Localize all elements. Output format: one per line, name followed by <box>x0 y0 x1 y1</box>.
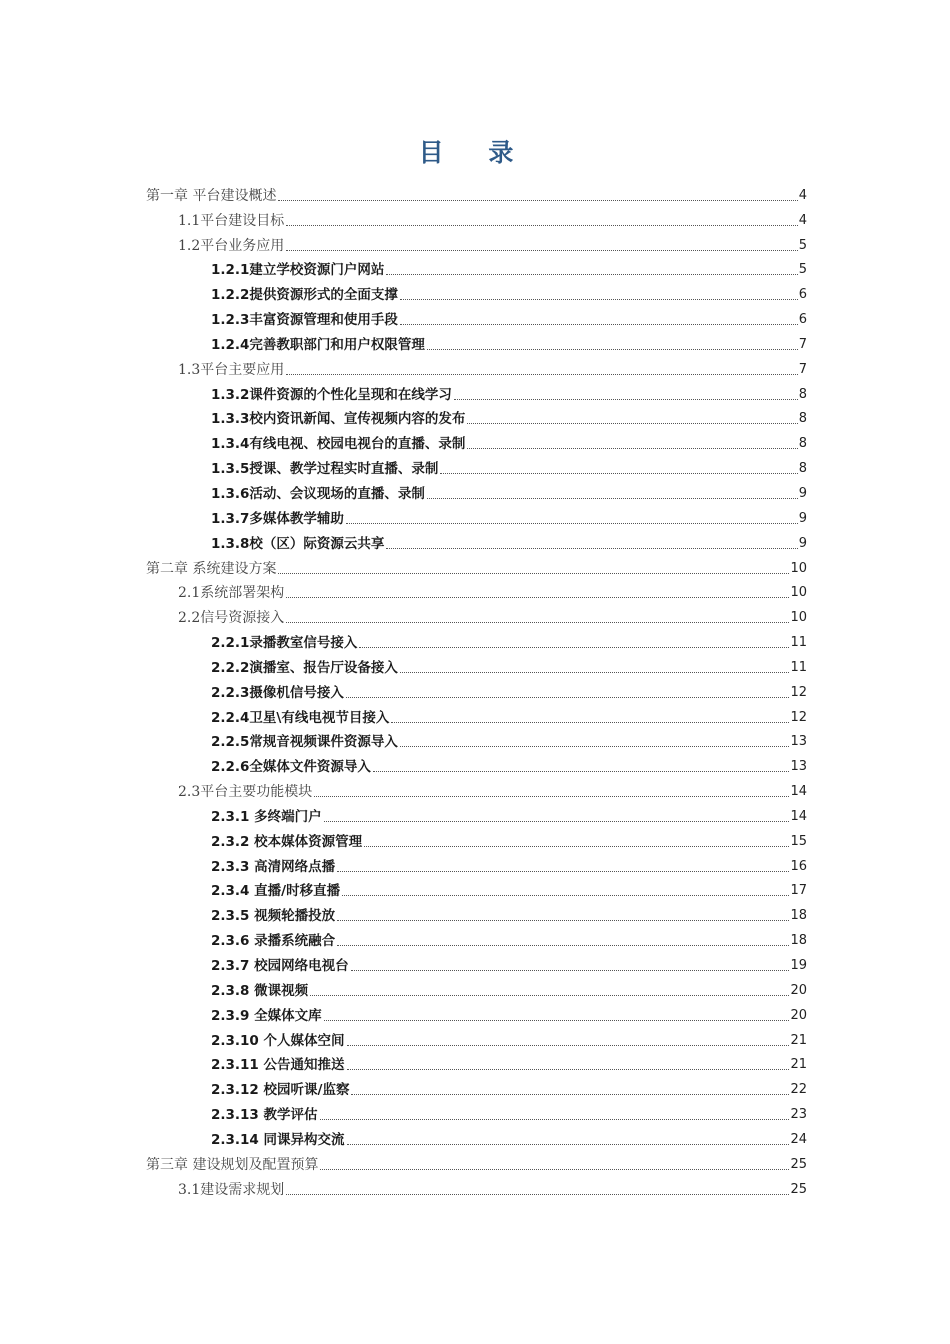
toc-entry-title: 2.3.5 视频轮播投放 <box>211 908 336 925</box>
toc-subsection-entry[interactable] <box>146 975 807 1000</box>
toc-entry-title: 2.3.11 公告通知推送 <box>211 1057 345 1074</box>
toc-entry-title: 1.3.3校内资讯新闻、宣传视频内容的发布 <box>211 411 466 428</box>
dot-leader <box>386 547 797 549</box>
toc-page-number: 10 <box>790 585 807 601</box>
toc-page-number: 7 <box>798 361 807 377</box>
dot-leader <box>347 1068 790 1070</box>
toc-subsection-entry[interactable] <box>146 925 807 950</box>
table-of-contents <box>146 180 807 1199</box>
toc-entry-title: 1.3.7多媒体教学辅助 <box>211 510 344 527</box>
toc-section-entry[interactable] <box>146 230 807 255</box>
dot-leader <box>347 1143 790 1145</box>
toc-chapter-entry[interactable] <box>146 1149 807 1174</box>
toc-page-number: 12 <box>790 684 807 700</box>
toc-page-number: 19 <box>790 958 807 973</box>
toc-page-number: 6 <box>798 287 807 303</box>
dot-leader <box>278 199 797 201</box>
toc-subsection-entry[interactable] <box>146 255 807 280</box>
toc-page-number: 9 <box>798 485 807 501</box>
dot-leader <box>342 894 789 896</box>
toc-subsection-entry[interactable] <box>146 1050 807 1075</box>
toc-page-number: 7 <box>798 336 807 352</box>
toc-page-number: 20 <box>790 1007 807 1023</box>
toc-subsection-entry[interactable] <box>146 279 807 304</box>
toc-entry-title: 1.3.8校（区）际资源云共享 <box>211 535 385 552</box>
dot-leader <box>286 621 789 623</box>
toc-entry-title: 2.3.10 个人媒体空间 <box>211 1032 345 1049</box>
toc-entry-title: 2.3.9 全媒体文库 <box>211 1007 322 1024</box>
dot-leader <box>346 696 790 698</box>
toc-page-number: 25 <box>790 1156 807 1172</box>
toc-page-number: 14 <box>790 784 807 800</box>
dot-leader <box>427 497 798 499</box>
toc-page-number: 8 <box>798 386 807 402</box>
toc-entry-title: 1.3.6活动、会议现场的直播、录制 <box>211 485 425 502</box>
dot-leader <box>364 845 789 847</box>
dot-leader <box>314 795 789 797</box>
dot-leader <box>324 820 790 822</box>
toc-entry-title: 2.2.5常规音视频课件资源导入 <box>211 734 398 751</box>
toc-page-number: 4 <box>798 187 807 203</box>
toc-subsection-entry[interactable] <box>146 876 807 901</box>
toc-entry-title: 1.2.3丰富资源管理和使用手段 <box>211 312 398 329</box>
dot-leader <box>400 323 798 325</box>
dot-leader <box>278 572 789 574</box>
toc-subsection-entry[interactable] <box>146 404 807 429</box>
dot-leader <box>347 1044 790 1046</box>
toc-page-number: 16 <box>790 858 807 874</box>
dot-leader <box>351 1093 789 1095</box>
dot-leader <box>386 273 797 275</box>
toc-subsection-entry[interactable] <box>146 727 807 752</box>
dot-leader <box>320 1168 789 1170</box>
toc-subsection-entry[interactable] <box>146 677 807 702</box>
toc-subsection-entry[interactable] <box>146 428 807 453</box>
toc-entry-title: 2.2信号资源接入 <box>178 610 285 627</box>
toc-page-number: 5 <box>798 237 807 253</box>
toc-subsection-entry[interactable] <box>146 478 807 503</box>
toc-page-number: 12 <box>790 709 807 725</box>
toc-entry-title: 2.3.7 校园网络电视台 <box>211 958 349 974</box>
dot-leader <box>391 721 789 723</box>
dot-leader <box>400 298 798 300</box>
toc-subsection-entry[interactable] <box>146 826 807 851</box>
dot-leader <box>286 249 797 251</box>
toc-page-number: 18 <box>790 933 807 949</box>
toc-subsection-entry[interactable] <box>146 528 807 553</box>
toc-entry-title: 1.3平台主要应用 <box>178 361 285 378</box>
toc-page-number: 23 <box>790 1107 807 1123</box>
toc-subsection-entry[interactable] <box>146 627 807 652</box>
toc-entry-title: 3.1建设需求规划 <box>178 1181 285 1198</box>
toc-subsection-entry[interactable] <box>146 851 807 876</box>
toc-page-number: 15 <box>790 833 807 849</box>
dot-leader <box>310 994 789 996</box>
toc-section-entry[interactable] <box>146 1174 807 1199</box>
page-title: 目 录 <box>418 138 532 167</box>
toc-subsection-entry[interactable] <box>146 751 807 776</box>
toc-entry-title: 2.3.3 高清网络点播 <box>211 858 336 875</box>
toc-entry-title: 2.3.13 教学评估 <box>211 1107 318 1124</box>
toc-page-number: 21 <box>790 1057 807 1073</box>
dot-leader <box>337 870 789 872</box>
toc-entry-title: 第三章 建设规划及配置预算 <box>146 1156 319 1173</box>
toc-page-number: 13 <box>790 759 807 775</box>
dot-leader <box>400 671 790 673</box>
toc-page-number: 10 <box>790 610 807 626</box>
toc-subsection-entry[interactable] <box>146 379 807 404</box>
toc-entry-title: 1.3.4有线电视、校园电视台的直播、录制 <box>211 436 466 453</box>
toc-entry-title: 2.2.3摄像机信号接入 <box>211 684 344 701</box>
toc-page-number: 8 <box>798 461 807 477</box>
toc-page-number: 4 <box>798 212 807 228</box>
toc-subsection-entry[interactable] <box>146 950 807 975</box>
toc-page-number: 20 <box>790 982 807 998</box>
toc-entry-title: 2.1系统部署架构 <box>178 585 285 602</box>
toc-entry-title: 2.2.2演播室、报告厅设备接入 <box>211 659 398 676</box>
toc-entry-title: 1.3.2课件资源的个性化呈现和在线学习 <box>211 386 452 403</box>
toc-page-number: 18 <box>790 908 807 924</box>
dot-leader <box>286 373 797 375</box>
toc-page-number: 9 <box>798 510 807 526</box>
toc-subsection-entry[interactable] <box>146 503 807 528</box>
toc-page-number: 21 <box>790 1032 807 1048</box>
toc-subsection-entry[interactable] <box>146 1000 807 1025</box>
toc-section-entry[interactable] <box>146 776 807 801</box>
dot-leader <box>351 969 790 971</box>
toc-subsection-entry[interactable] <box>146 801 807 826</box>
toc-entry-title: 2.3.2 校本媒体资源管理 <box>211 833 363 850</box>
dot-leader <box>467 422 797 424</box>
toc-page-number: 10 <box>790 560 807 576</box>
toc-subsection-entry[interactable] <box>146 329 807 354</box>
dot-leader <box>324 1019 790 1021</box>
toc-entry-title: 2.3.14 同课异构交流 <box>211 1131 345 1148</box>
toc-subsection-entry[interactable] <box>146 702 807 727</box>
dot-leader <box>286 1193 789 1195</box>
dot-leader <box>440 472 797 474</box>
toc-subsection-entry[interactable] <box>146 1025 807 1050</box>
toc-entry-title: 2.2.4卫星\有线电视节目接入 <box>211 709 390 726</box>
toc-subsection-entry[interactable] <box>146 1074 807 1099</box>
toc-section-entry[interactable] <box>146 205 807 230</box>
toc-page-number: 17 <box>790 883 807 899</box>
dot-leader <box>337 944 789 946</box>
toc-page-number: 24 <box>790 1131 807 1147</box>
dot-leader <box>427 348 798 350</box>
toc-entry-title: 2.3.4 直播/时移直播 <box>211 883 341 900</box>
dot-leader <box>373 770 790 772</box>
toc-page-number: 13 <box>790 734 807 750</box>
toc-page-number: 9 <box>798 535 807 551</box>
toc-chapter-entry[interactable] <box>146 553 807 578</box>
toc-entry-title: 第一章 平台建设概述 <box>146 187 277 204</box>
toc-section-entry[interactable] <box>146 602 807 627</box>
toc-subsection-entry[interactable] <box>146 652 807 677</box>
toc-entry-title: 第二章 系统建设方案 <box>146 560 277 577</box>
toc-subsection-entry[interactable] <box>146 1099 807 1124</box>
toc-subsection-entry[interactable] <box>146 453 807 478</box>
toc-entry-title: 1.2.2提供资源形式的全面支撑 <box>211 287 398 304</box>
toc-entry-title: 2.3.12 校园听课/监察 <box>211 1082 350 1099</box>
toc-entry-title: 2.3平台主要功能模块 <box>178 784 313 801</box>
dot-leader <box>320 1118 790 1120</box>
toc-entry-title: 1.1平台建设目标 <box>178 212 285 229</box>
toc-entry-title: 1.2平台业务应用 <box>178 237 285 254</box>
toc-page-number: 8 <box>798 411 807 427</box>
toc-entry-title: 2.2.6全媒体文件资源导入 <box>211 759 371 776</box>
toc-entry-title: 1.2.4完善教职部门和用户权限管理 <box>211 336 425 353</box>
toc-entry-title: 1.3.5授课、教学过程实时直播、录制 <box>211 461 439 478</box>
toc-page-number: 14 <box>790 808 807 824</box>
dot-leader <box>286 596 789 598</box>
toc-section-entry[interactable] <box>146 354 807 379</box>
toc-entry-title: 1.2.1建立学校资源门户网站 <box>211 262 385 279</box>
toc-page-number: 11 <box>790 635 807 651</box>
dot-leader <box>286 224 797 226</box>
toc-section-entry[interactable] <box>146 578 807 603</box>
toc-entry-title: 2.3.1 多终端门户 <box>211 808 322 825</box>
dot-leader <box>359 646 789 648</box>
toc-subsection-entry[interactable] <box>146 304 807 329</box>
toc-entry-title: 2.3.8 微课视频 <box>211 982 309 999</box>
toc-page-number: 5 <box>798 262 807 278</box>
toc-page-number: 11 <box>790 659 807 675</box>
dot-leader <box>346 522 798 524</box>
toc-entry-title: 2.3.6 录播系统融合 <box>211 933 336 950</box>
toc-page-number: 22 <box>790 1082 807 1098</box>
dot-leader <box>454 398 798 400</box>
toc-page-number: 25 <box>790 1181 807 1197</box>
toc-page-number: 8 <box>798 436 807 452</box>
dot-leader <box>400 745 790 747</box>
dot-leader <box>467 447 797 449</box>
toc-subsection-entry[interactable] <box>146 900 807 925</box>
toc-entry-title: 2.2.1录播教室信号接入 <box>211 635 358 652</box>
toc-subsection-entry[interactable] <box>146 1124 807 1149</box>
toc-page-number: 6 <box>798 312 807 328</box>
toc-chapter-entry[interactable] <box>146 180 807 205</box>
dot-leader <box>337 919 789 921</box>
